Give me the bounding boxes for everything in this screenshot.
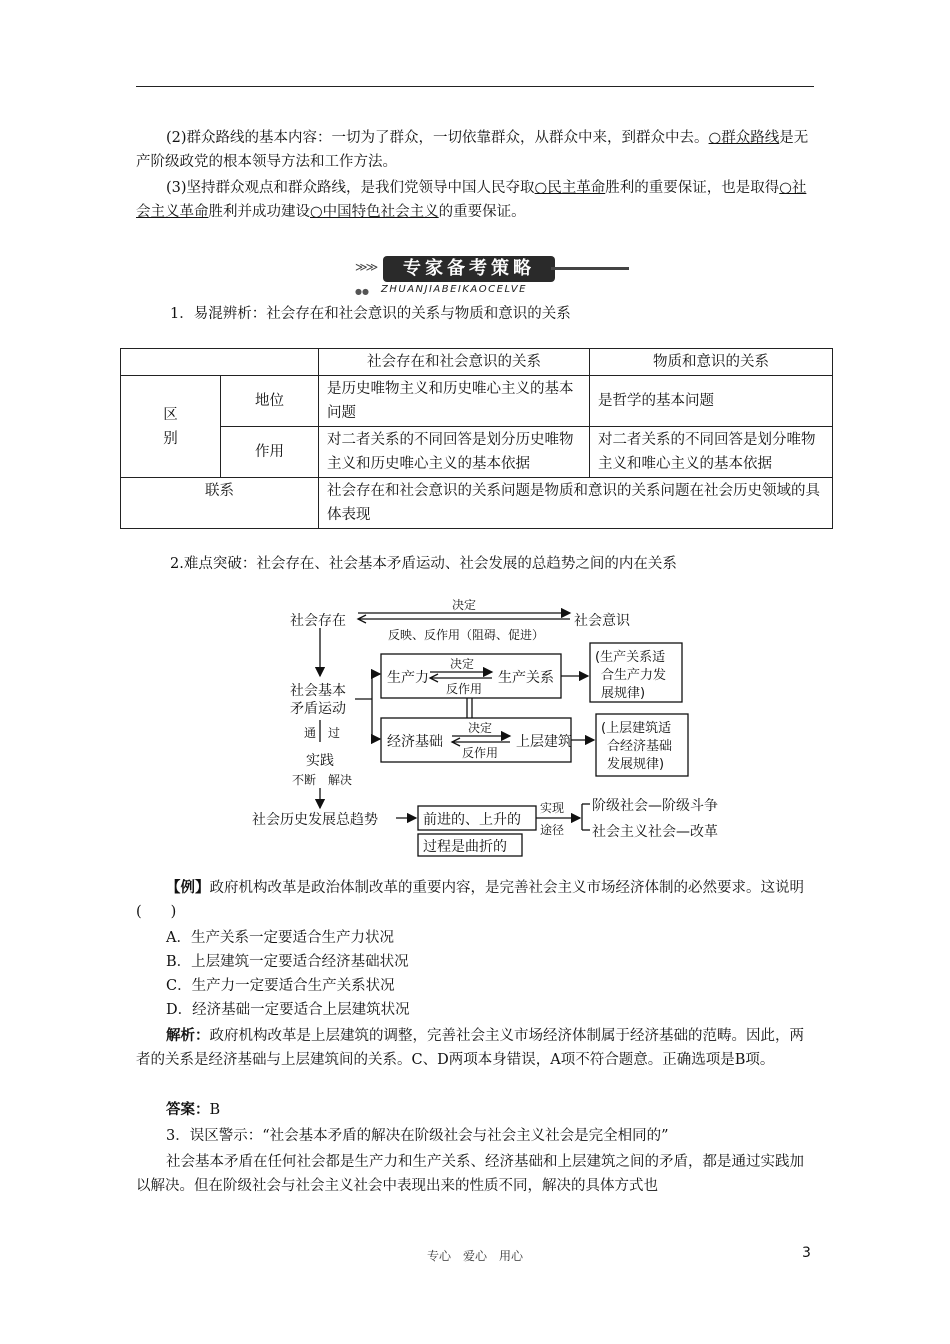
- paragraph-guarantee: [136, 176, 814, 224]
- comparison-table: [120, 348, 833, 529]
- label-continuously-resolve: 不断 解决: [292, 773, 353, 787]
- label-reflect: 反映、反作用（阻碍、促进）: [388, 628, 545, 642]
- banner-title: 专家备考策略: [383, 256, 555, 282]
- node-social-consciousness: 社会意识: [574, 613, 630, 629]
- text: (2)群众路线的基本内容：一切为了群众，一切依靠群众，从群众中来，到群众中去。: [166, 130, 709, 146]
- node-social-existence: 社会存在: [290, 613, 346, 629]
- rule-2: (上层建筑适: [601, 721, 672, 736]
- table-row: [121, 349, 833, 376]
- table-row: [121, 376, 833, 427]
- underlined-term: ○民主革命: [534, 180, 606, 196]
- table-header: 社会存在和社会意识的关系: [319, 349, 590, 376]
- analysis: [136, 1024, 814, 1072]
- table-cell: 对二者关系的不同回答是划分历史唯物主义和历史唯心主义的基本依据: [319, 427, 590, 478]
- node-practice: 实践: [306, 753, 334, 769]
- node-contradiction-1: 社会基本: [290, 683, 346, 699]
- node-contradiction-2: 矛盾运动: [290, 701, 346, 717]
- label-counteract: 反作用: [446, 682, 483, 696]
- label-path: 途径: [540, 823, 565, 837]
- answer: [136, 1098, 814, 1122]
- underlined-term: ○社会主义革命: [136, 180, 807, 220]
- rule-1: 展规律): [601, 686, 646, 701]
- example-question: [136, 876, 814, 924]
- label-decide: 决定: [450, 657, 475, 671]
- node-productive-forces: 生产力: [387, 670, 429, 686]
- table-cell: 是历史唯物主义和历史唯心主义的基本问题: [319, 376, 590, 427]
- paragraph-last: 社会基本矛盾在任何社会都是生产力和生产关系、经济基础和上层建筑之间的矛盾，都是通过实践加以解决。但在阶级社会与社会主义社会中表现出来的性质不同，解决的具体方式也: [136, 1154, 804, 1194]
- paragraph-mass-line: [136, 126, 814, 174]
- node-overall-trend: 社会历史发展总趋势: [252, 812, 378, 828]
- item-3-heading: 3．误区警示：“社会基本矛盾的解决在阶级社会与社会主义社会是完全相同的”: [166, 1128, 669, 1144]
- socialist-society: 社会主义社会—改革: [592, 824, 718, 840]
- banner-dots-icon: ●●: [355, 287, 369, 296]
- option-a: A．生产关系一定要适合生产力状况: [166, 930, 394, 946]
- table-cell: 对二者关系的不同回答是划分唯物主义和唯心主义的基本依据: [590, 427, 833, 478]
- table-cell-empty: [121, 349, 319, 376]
- page-footer: 专心 爱心 用心: [426, 1249, 523, 1263]
- table-row: [121, 427, 833, 478]
- text: 胜利的重要保证，也是取得: [605, 180, 780, 196]
- node-superstructure: 上层建筑: [516, 734, 572, 750]
- rule-1: (生产关系适: [595, 650, 666, 665]
- relationship-diagram: [240, 592, 740, 860]
- rule-2: 合经济基础: [607, 739, 673, 754]
- label-counteract: 反作用: [462, 746, 499, 760]
- table-header: 物质和意识的关系: [590, 349, 833, 376]
- banner-subtitle: ZHUANJIABEIKAOCELVE: [381, 284, 527, 295]
- table-group-label: 区 别: [121, 376, 221, 478]
- analysis-text: 政府机构改革是上层建筑的调整，完善社会主义市场经济体制属于经济基础的范畴。因此，两者的关系是经济基础与上层建筑间的关系。C、D两项本身错误，A项不符合题意。正确选项是B项。: [136, 1028, 804, 1068]
- label-through: 通 过: [304, 726, 341, 740]
- table-row-label: 作用: [221, 427, 319, 478]
- trend-tortuous: 过程是曲折的: [423, 839, 507, 855]
- section-banner: [355, 252, 635, 300]
- trend-forward: 前进的、上升的: [423, 812, 521, 828]
- table-row-label: 联系: [121, 478, 319, 529]
- answer-value: B: [209, 1102, 221, 1118]
- text: (3)坚持群众观点和群众路线，是我们党领导中国人民夺取: [166, 180, 535, 196]
- label-decide: 决定: [452, 598, 477, 612]
- label-realize: 实现: [540, 801, 565, 815]
- class-society: 阶级社会—阶级斗争: [592, 798, 718, 814]
- option-c: C．生产力一定要适合生产关系状况: [166, 978, 395, 994]
- text: 是无产阶级政党的根本领导方法和工作方法。: [136, 130, 809, 170]
- example-tag: 【例】: [166, 879, 210, 896]
- option-d: D．经济基础一定要适合上层建筑状况: [166, 1002, 410, 1018]
- item-2-heading: 2.难点突破：社会存在、社会基本矛盾运动、社会发展的总趋势之间的内在关系: [170, 556, 677, 572]
- label-decide: 决定: [468, 721, 493, 735]
- node-economic-base: 经济基础: [387, 734, 443, 750]
- page-number: 3: [802, 1245, 811, 1261]
- text: 的重要保证。: [438, 204, 526, 220]
- item-1-heading: 1．易混辨析：社会存在和社会意识的关系与物质和意识的关系: [170, 306, 571, 322]
- text: 胜利并成功建设: [208, 204, 310, 220]
- header-rule: [136, 86, 814, 87]
- answer-label: 答案：: [166, 1101, 210, 1118]
- table-cell: 社会存在和社会意识的关系问题是物质和意识的关系问题在社会历史领域的具体表现: [319, 478, 833, 529]
- banner-line: [551, 267, 629, 270]
- banner-arrows-icon: ≫≫: [355, 260, 377, 274]
- table-cell: 是哲学的基本问题: [590, 376, 833, 427]
- table-row: [121, 478, 833, 529]
- option-b: B．上层建筑一定要适合经济基础状况: [166, 954, 409, 970]
- rule-1: 合生产力发: [601, 668, 667, 683]
- example-stem: 政府机构改革是政治体制改革的重要内容，是完善社会主义市场经济体制的必然要求。这说明( ): [136, 880, 804, 920]
- analysis-label: 解析：: [166, 1027, 210, 1044]
- underlined-term: ○中国特色社会主义: [310, 204, 439, 220]
- table-row-label: 地位: [221, 376, 319, 427]
- underlined-term: ○群众路线: [708, 130, 780, 146]
- node-relations-of-production: 生产关系: [498, 670, 554, 686]
- rule-2: 发展规律): [607, 757, 665, 772]
